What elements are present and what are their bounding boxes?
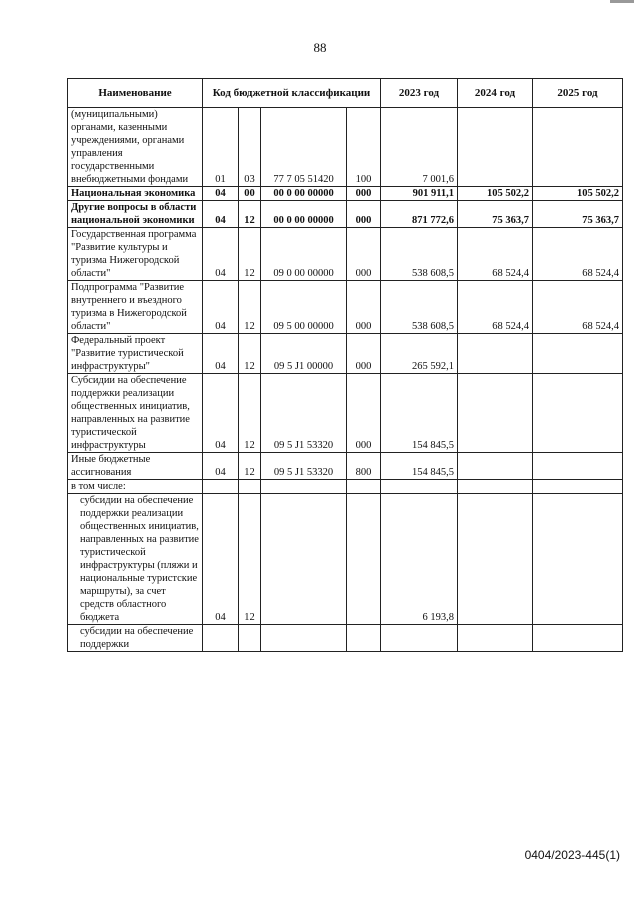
cell-expense-type: [347, 494, 381, 625]
cell-target-article: 09 5 00 00000: [261, 281, 347, 334]
cell-expense-type: 100: [347, 108, 381, 187]
table-row: [68, 281, 623, 334]
cell-subsection: 12: [239, 201, 261, 228]
page-number: 88: [313, 40, 327, 55]
cell-target-article: [261, 480, 347, 494]
cell-expense-type: 000: [347, 201, 381, 228]
cell-2023: 154 845,5: [381, 374, 458, 453]
table-body: [68, 108, 623, 652]
table-row: [68, 453, 623, 480]
cell-2024: [458, 374, 533, 453]
cell-target-article: 09 5 J1 53320: [261, 374, 347, 453]
cell-subsection: 12: [239, 494, 261, 625]
cell-section: 04: [203, 334, 239, 374]
table-row: [68, 108, 623, 187]
cell-section: 04: [203, 187, 239, 201]
cell-expense-type: [347, 480, 381, 494]
cell-expense-type: 000: [347, 187, 381, 201]
cell-target-article: 09 5 J1 00000: [261, 334, 347, 374]
cell-2025: [533, 108, 623, 187]
cell-section: [203, 625, 239, 652]
cell-2025: 68 524,4: [533, 228, 623, 281]
cell-target-article: 09 0 00 00000: [261, 228, 347, 281]
cell-subsection: 12: [239, 374, 261, 453]
cell-name: в том числе:: [68, 480, 203, 494]
cell-2023: 901 911,1: [381, 187, 458, 201]
cell-subsection: 12: [239, 281, 261, 334]
cell-target-article: 00 0 00 00000: [261, 201, 347, 228]
table-row: [68, 494, 623, 625]
cell-target-article: 09 5 J1 53320: [261, 453, 347, 480]
table-row: [68, 334, 623, 374]
budget-table: [67, 78, 623, 652]
cell-2023: 265 592,1: [381, 334, 458, 374]
cell-subsection: 00: [239, 187, 261, 201]
cell-2024: 105 502,2: [458, 187, 533, 201]
cell-name: субсидии на обеспечение поддержки: [68, 625, 203, 652]
cell-subsection: [239, 625, 261, 652]
cell-name: (муниципальными) органами, казенными учреждениями, органами управления государственными внебюджетными фондами: [68, 108, 203, 187]
header-name: Наименование: [68, 79, 203, 108]
table-row: [68, 625, 623, 652]
cell-2023: [381, 625, 458, 652]
cell-2023: [381, 480, 458, 494]
cell-2025: [533, 494, 623, 625]
cell-section: 04: [203, 228, 239, 281]
cell-2024: 68 524,4: [458, 281, 533, 334]
cell-section: [203, 480, 239, 494]
table-header-row: [68, 79, 623, 108]
cell-name: Государственная программа "Развитие культуры и туризма Нижегородской области": [68, 228, 203, 281]
cell-subsection: 12: [239, 228, 261, 281]
table-row: [68, 480, 623, 494]
document-id: 0404/2023-445(1): [524, 848, 620, 862]
cell-2024: [458, 625, 533, 652]
cell-expense-type: [347, 625, 381, 652]
cell-section: 04: [203, 281, 239, 334]
cell-2024: 75 363,7: [458, 201, 533, 228]
cell-section: 01: [203, 108, 239, 187]
cell-2025: [533, 374, 623, 453]
cell-section: 04: [203, 374, 239, 453]
cell-2024: [458, 480, 533, 494]
cell-2025: [533, 334, 623, 374]
cell-target-article: 00 0 00 00000: [261, 187, 347, 201]
cell-2023: 6 193,8: [381, 494, 458, 625]
header-2024: 2024 год: [458, 79, 533, 108]
cell-name: Субсидии на обеспечение поддержки реализации общественных инициатив, направленных на развитие туристической инфраструктуры: [68, 374, 203, 453]
cell-expense-type: 000: [347, 281, 381, 334]
header-2025: 2025 год: [533, 79, 623, 108]
cell-name: Национальная экономика: [68, 187, 203, 201]
cell-2024: [458, 108, 533, 187]
cell-expense-type: 000: [347, 374, 381, 453]
cell-section: 04: [203, 453, 239, 480]
cell-subsection: 12: [239, 334, 261, 374]
cell-expense-type: 000: [347, 228, 381, 281]
table-row: [68, 187, 623, 201]
cell-subsection: 12: [239, 453, 261, 480]
cell-subsection: [239, 480, 261, 494]
cell-2025: [533, 453, 623, 480]
cell-name: Подпрограмма "Развитие внутреннего и въездного туризма в Нижегородской области": [68, 281, 203, 334]
cell-2023: 538 608,5: [381, 228, 458, 281]
cell-2023: 871 772,6: [381, 201, 458, 228]
cell-2025: [533, 625, 623, 652]
cell-expense-type: 800: [347, 453, 381, 480]
cell-section: 04: [203, 201, 239, 228]
cell-target-article: [261, 494, 347, 625]
cell-2025: 105 502,2: [533, 187, 623, 201]
table-row: [68, 228, 623, 281]
cell-2024: [458, 494, 533, 625]
cell-expense-type: 000: [347, 334, 381, 374]
table-row: [68, 201, 623, 228]
cell-2023: 538 608,5: [381, 281, 458, 334]
cell-name: Иные бюджетные ассигнования: [68, 453, 203, 480]
cell-2023: 7 001,6: [381, 108, 458, 187]
header-2023: 2023 год: [381, 79, 458, 108]
cell-2025: 68 524,4: [533, 281, 623, 334]
cell-2025: [533, 480, 623, 494]
cell-name: Другие вопросы в области национальной экономики: [68, 201, 203, 228]
cell-target-article: [261, 625, 347, 652]
cell-name: субсидии на обеспечение поддержки реализации общественных инициатив, направленных на развитие туристической инфраструктуры (пляжи и национальные туристские маршруты), за счет средств областного бюджета: [68, 494, 203, 625]
cell-2024: [458, 453, 533, 480]
cell-subsection: 03: [239, 108, 261, 187]
scan-mark: [610, 0, 634, 3]
cell-2024: [458, 334, 533, 374]
cell-2024: 68 524,4: [458, 228, 533, 281]
cell-2023: 154 845,5: [381, 453, 458, 480]
cell-name: Федеральный проект "Развитие туристической инфраструктуры": [68, 334, 203, 374]
header-code: Код бюджетной классификации: [203, 79, 381, 108]
cell-2025: 75 363,7: [533, 201, 623, 228]
table-row: [68, 374, 623, 453]
cell-target-article: 77 7 05 51420: [261, 108, 347, 187]
cell-section: 04: [203, 494, 239, 625]
